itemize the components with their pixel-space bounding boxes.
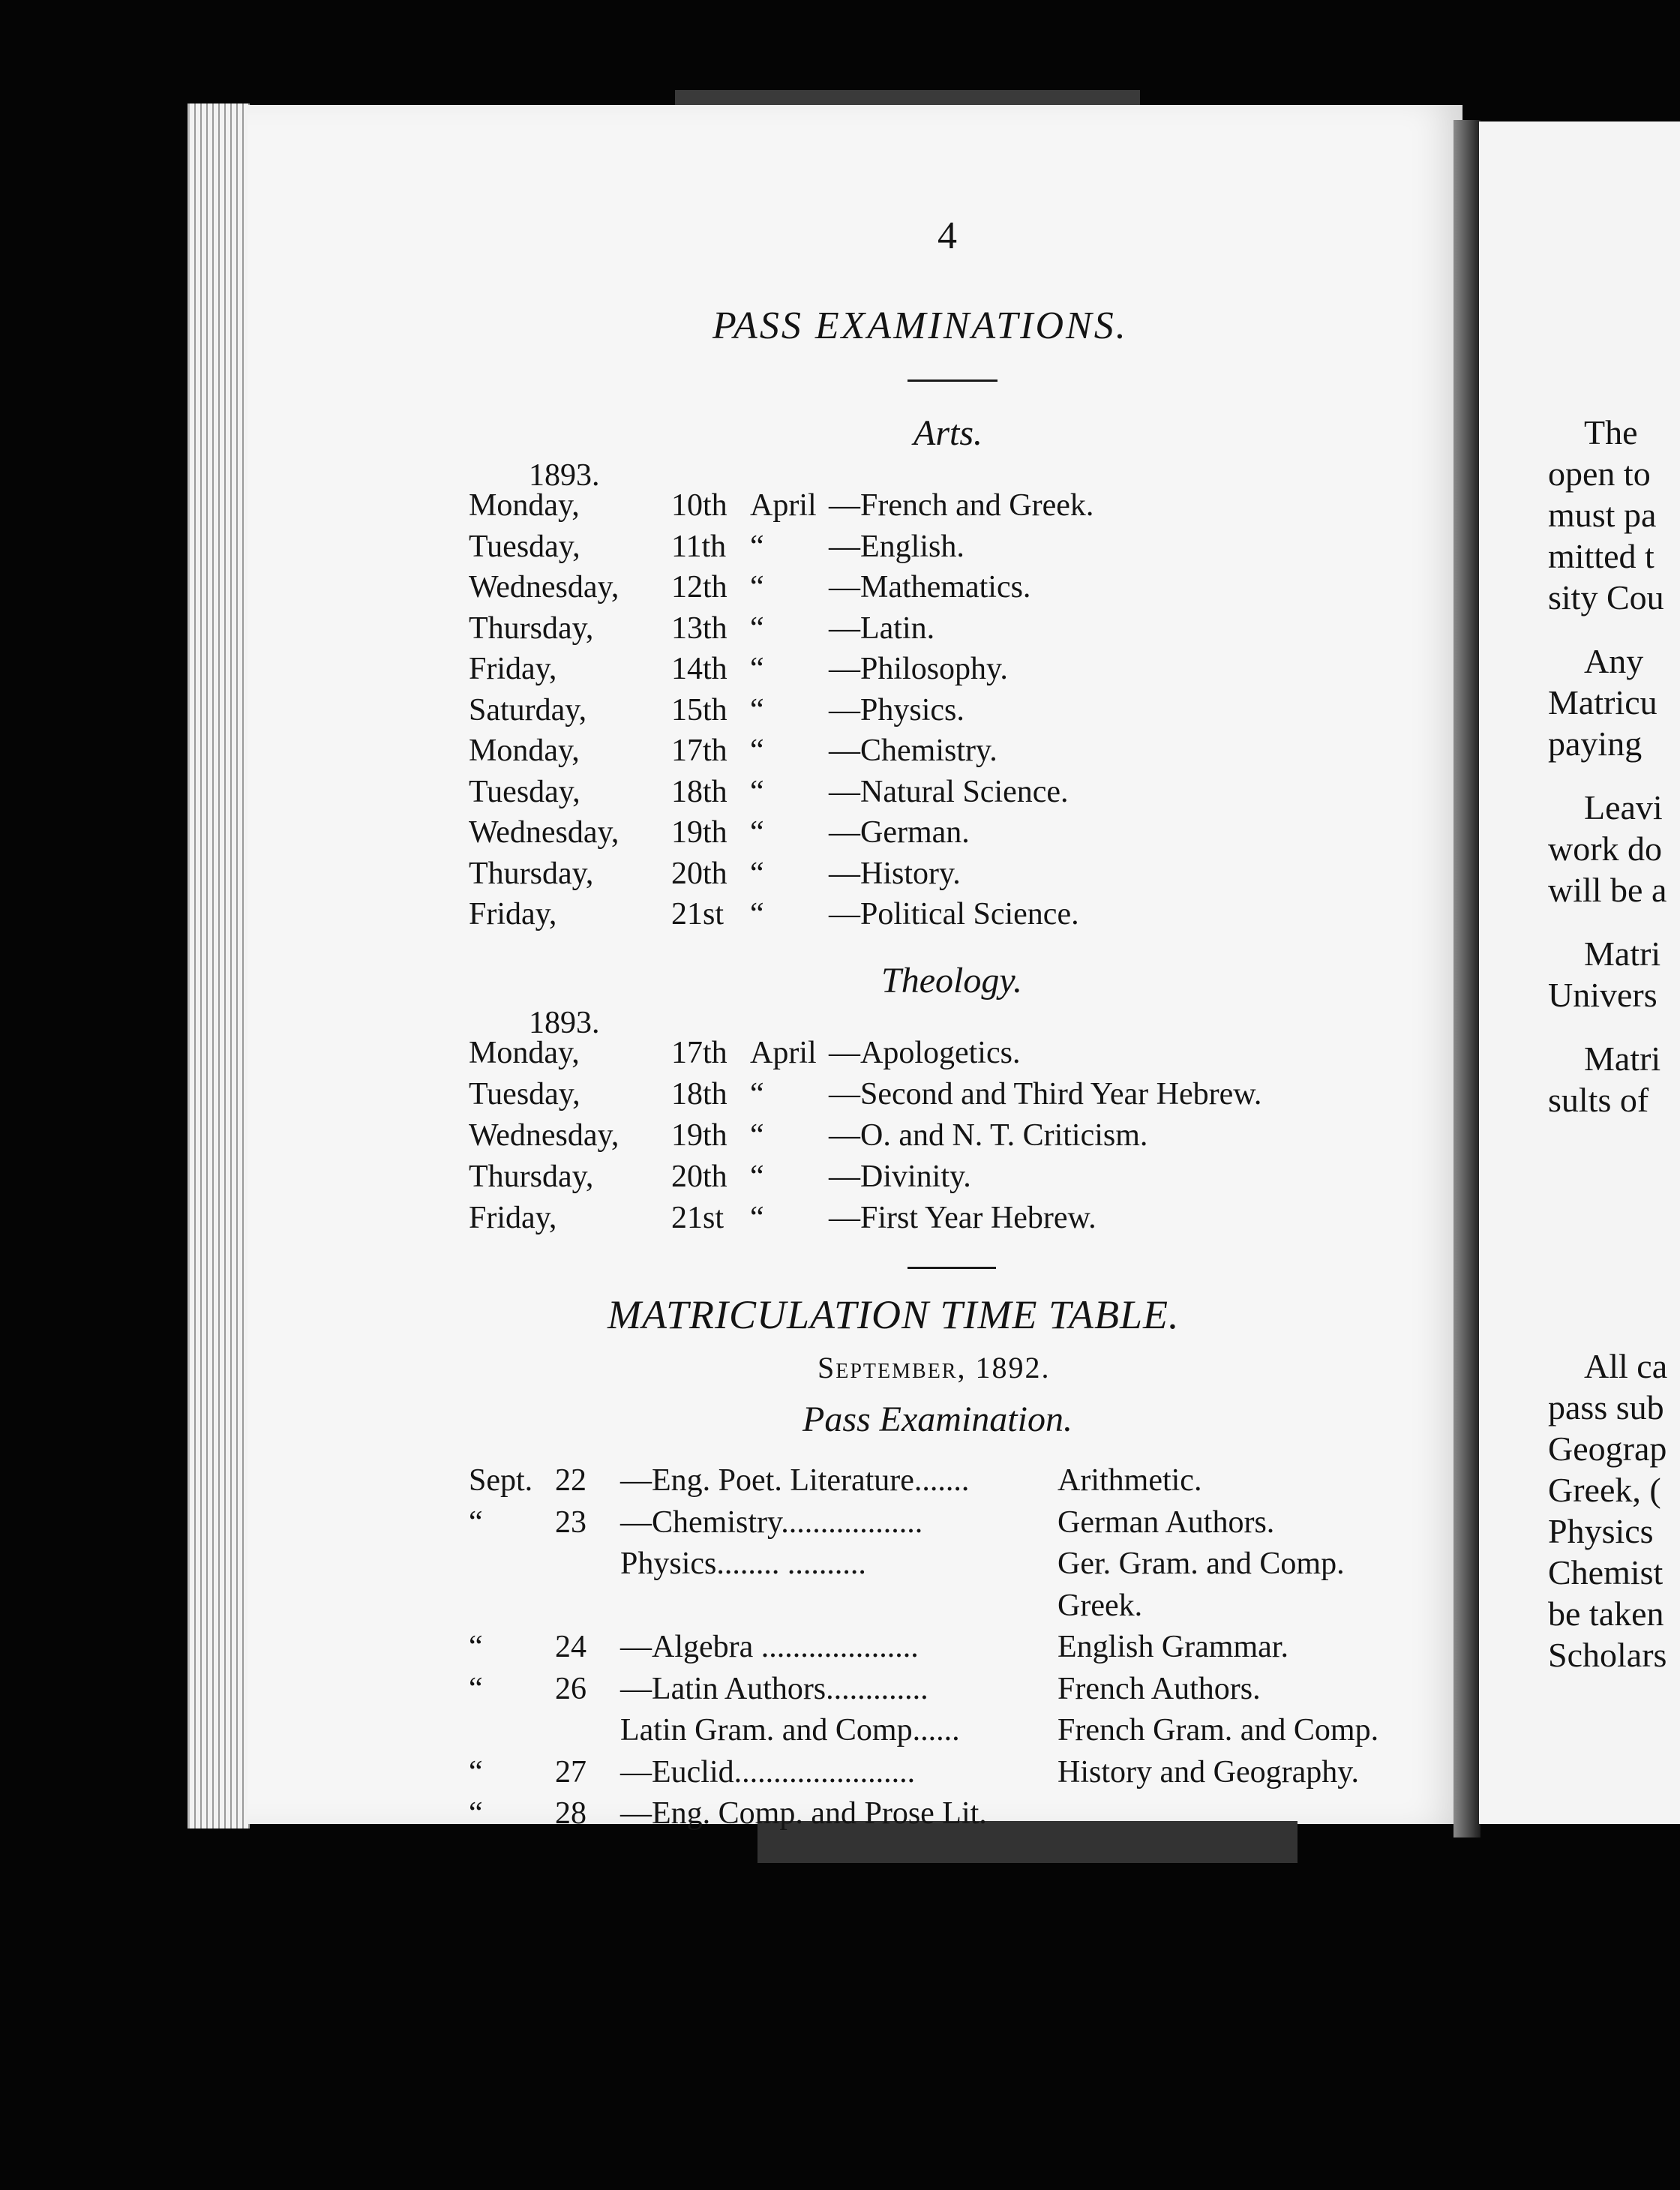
date-cell: 19th [671, 1118, 728, 1153]
date-cell: 12th [671, 570, 728, 604]
subject-cell: —Philosophy. [829, 652, 1008, 686]
subject-cell: —Latin Authors............. [620, 1671, 928, 1706]
month-cell: “ [750, 610, 764, 646]
right-subject-cell: English Grammar. [1058, 1630, 1288, 1664]
month-cell: “ [750, 692, 764, 728]
right-page-text-fragment: The [1584, 413, 1638, 452]
title-rule [908, 380, 998, 382]
right-page-text-fragment: open to [1548, 454, 1651, 493]
month-cell: “ [469, 1796, 483, 1831]
month-cell: “ [750, 856, 764, 891]
subject-cell: —First Year Hebrew. [829, 1201, 1096, 1235]
date-cell: 21st [671, 897, 724, 932]
subject-cell: Latin Gram. and Comp...... [620, 1713, 960, 1748]
date-cell: 17th [671, 1036, 728, 1070]
matriculation-month: September, 1892. [818, 1351, 1051, 1384]
subject-cell: —Chemistry.................. [620, 1504, 923, 1540]
day-cell: 26 [555, 1671, 586, 1706]
right-page-text-fragment: All ca [1584, 1347, 1668, 1385]
day-cell: Wednesday, [469, 570, 620, 604]
date-cell: 10th [671, 488, 728, 523]
day-cell: Saturday, [469, 692, 587, 728]
matriculation-title: MATRICULATION TIME TABLE. [608, 1292, 1180, 1337]
day-cell: Monday, [469, 734, 580, 768]
day-cell: 28 [555, 1796, 586, 1831]
arts-heading: Arts. [914, 413, 983, 453]
right-page-text-fragment: be taken [1548, 1594, 1664, 1633]
date-cell: 17th [671, 734, 728, 768]
month-cell: “ [750, 652, 764, 686]
subject-cell: —Natural Science. [829, 774, 1069, 809]
day-cell: 27 [555, 1754, 586, 1790]
date-cell: 20th [671, 856, 728, 891]
right-page-text-fragment: Greek, ( [1548, 1471, 1661, 1509]
subject-cell: —Eng. Poet. Literature....... [620, 1463, 970, 1498]
date-cell: 18th [671, 1077, 728, 1112]
day-cell: Friday, [469, 897, 557, 932]
theology-year: 1893. [529, 1006, 600, 1040]
day-cell: Friday, [469, 652, 557, 686]
day-cell: Wednesday, [469, 815, 620, 850]
month-cell: “ [469, 1630, 483, 1664]
right-subject-cell: French Authors. [1058, 1671, 1261, 1706]
right-subject-cell: French Gram. and Comp. [1058, 1713, 1379, 1748]
theology-heading: Theology. [881, 961, 1022, 1000]
page-edges [188, 104, 250, 1828]
matriculation-subheading: Pass Examination. [802, 1400, 1072, 1439]
date-cell: 20th [671, 1160, 728, 1194]
subject-cell: —Eng. Comp. and Prose Lit. [620, 1796, 987, 1831]
right-page-text-fragment: Scholars [1548, 1636, 1667, 1674]
right-page-text-fragment: Any [1584, 642, 1644, 680]
month-cell: “ [750, 815, 764, 850]
day-cell: Tuesday, [469, 1077, 580, 1112]
day-cell: Friday, [469, 1201, 557, 1235]
right-subject-cell: Ger. Gram. and Comp. [1058, 1546, 1345, 1581]
right-page-text-fragment: Leavi [1584, 788, 1663, 826]
right-page-text-fragment: will be a [1548, 871, 1667, 909]
date-cell: 14th [671, 652, 728, 686]
page-title: PASS EXAMINATIONS. [712, 304, 1128, 347]
subject-cell: —Divinity. [829, 1160, 971, 1194]
right-page-text-fragment: Matricu [1548, 683, 1658, 722]
day-cell: Monday, [469, 1036, 580, 1070]
subject-cell: —Physics. [829, 692, 964, 728]
month-cell: Sept. [469, 1463, 533, 1498]
right-page-text-fragment: Physics [1548, 1512, 1654, 1550]
right-subject-cell: German Authors. [1058, 1504, 1275, 1540]
right-page-text-fragment: Matri [1584, 1040, 1661, 1078]
subject-cell: —French and Greek. [829, 488, 1094, 523]
day-cell: 23 [555, 1504, 586, 1540]
date-cell: 13th [671, 610, 728, 646]
month-cell: April [750, 1036, 817, 1070]
month-cell: “ [469, 1504, 483, 1540]
day-cell: Monday, [469, 488, 580, 523]
date-cell: 11th [671, 529, 727, 564]
date-cell: 15th [671, 692, 728, 728]
subject-cell: —Mathematics. [829, 570, 1031, 604]
month-cell: April [750, 488, 817, 523]
subject-cell: —English. [829, 529, 964, 564]
day-cell: 24 [555, 1630, 586, 1664]
right-subject-cell: History and Geography. [1058, 1754, 1360, 1790]
section-rule [908, 1267, 996, 1269]
subject-cell: —Apologetics. [829, 1036, 1021, 1070]
arts-year: 1893. [529, 458, 600, 493]
subject-cell: —Latin. [829, 610, 935, 646]
day-cell: Wednesday, [469, 1118, 620, 1153]
month-cell: “ [469, 1754, 483, 1790]
right-page-text-fragment: Geograp [1548, 1430, 1667, 1468]
subject-cell: —Chemistry. [829, 734, 998, 768]
right-page-text-fragment: work do [1548, 830, 1663, 868]
subject-cell: —Euclid....................... [620, 1754, 916, 1790]
month-cell: “ [750, 734, 764, 768]
date-cell: 18th [671, 774, 728, 809]
right-page-text-fragment: sity Cou [1548, 578, 1664, 616]
day-cell: Thursday, [469, 610, 594, 646]
date-cell: 21st [671, 1201, 724, 1235]
month-cell: “ [750, 1077, 764, 1112]
right-page-text-fragment: pass sub [1548, 1388, 1664, 1426]
subject-cell: Physics........ .......... [620, 1546, 866, 1581]
day-cell: Thursday, [469, 1160, 594, 1194]
right-page-text-fragment: Univers [1548, 976, 1658, 1014]
month-cell: “ [750, 529, 764, 564]
right-page-text-fragment: mitted t [1548, 537, 1654, 575]
page-number: 4 [938, 214, 957, 257]
right-subject-cell: Arithmetic. [1058, 1463, 1202, 1498]
subject-cell: —O. and N. T. Criticism. [829, 1118, 1148, 1153]
subject-cell: —History. [829, 856, 961, 891]
month-cell: “ [750, 897, 764, 932]
right-page-text-fragment: paying [1548, 724, 1642, 763]
right-subject-cell: Greek. [1058, 1588, 1143, 1623]
subject-cell: —German. [829, 815, 970, 850]
subject-cell: —Second and Third Year Hebrew. [829, 1077, 1262, 1112]
month-cell: “ [750, 1201, 764, 1235]
right-page-text-fragment: sults of [1548, 1081, 1649, 1119]
day-cell: Tuesday, [469, 529, 580, 564]
subject-cell: —Algebra .................... [620, 1630, 919, 1664]
right-page-text-fragment: must pa [1548, 496, 1657, 534]
month-cell: “ [750, 570, 764, 604]
month-cell: “ [469, 1671, 483, 1706]
month-cell: “ [750, 1160, 764, 1194]
day-cell: 22 [555, 1463, 586, 1498]
right-page-text-fragment: Chemist [1548, 1553, 1664, 1592]
day-cell: Thursday, [469, 856, 594, 891]
book-spine [1454, 120, 1480, 1838]
right-page [1479, 122, 1680, 1824]
month-cell: “ [750, 1118, 764, 1153]
right-page-text-fragment: Matri [1584, 934, 1661, 973]
month-cell: “ [750, 774, 764, 809]
day-cell: Tuesday, [469, 774, 580, 809]
date-cell: 19th [671, 815, 728, 850]
subject-cell: —Political Science. [829, 897, 1079, 932]
